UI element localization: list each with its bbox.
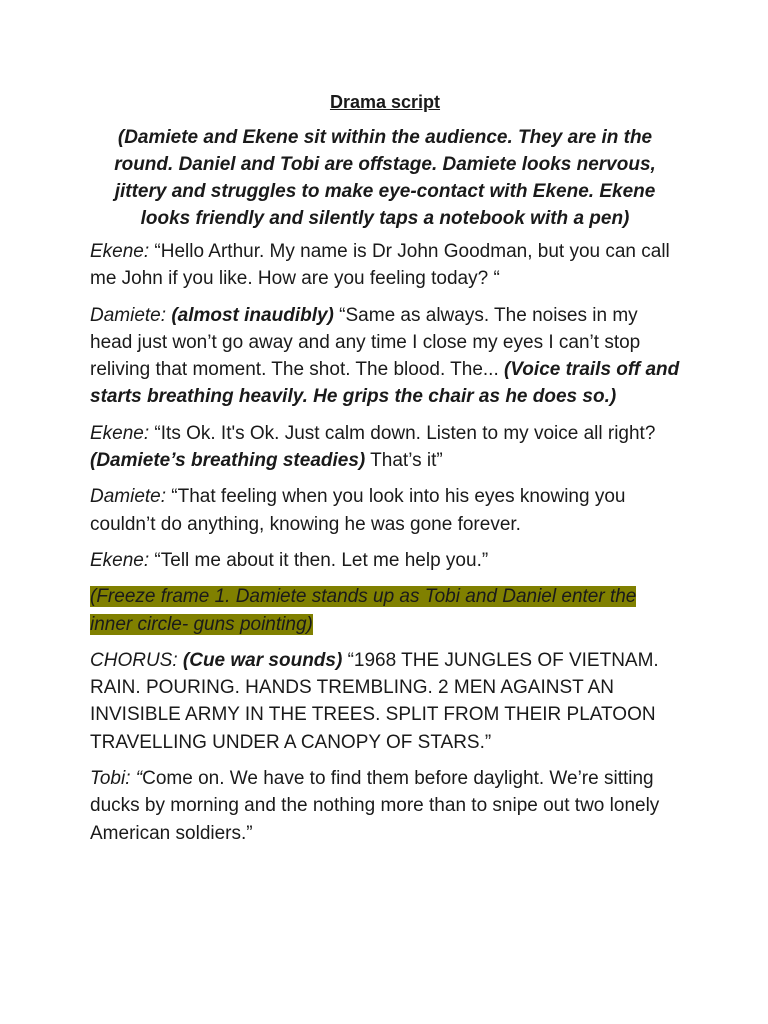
speaker-label: CHORUS: <box>90 649 178 671</box>
dialogue-text: That’s it” <box>365 450 443 472</box>
speaker-label: Damiete: <box>90 304 167 326</box>
speaker-label: Damiete: <box>90 486 167 508</box>
stage-direction: (Damiete’s breathing steadies) <box>90 450 366 472</box>
stage-direction: (Voice trails off and starts breathing heavily. He grips the chair as he does so.) <box>90 359 680 408</box>
speaker-label: Tobi: “ <box>90 768 143 790</box>
speaker-label: Ekene: <box>90 422 150 444</box>
dialogue-chorus <box>90 647 680 756</box>
dialogue-text: “1968 THE JUNGLES OF VIETNAM. RAIN. POURING. HANDS TREMBLING. 2 MEN AGAINST AN INVISIBLE ARMY IN THE TREES. SPLIT FROM THEIR PLATOON TRAVELLING UNDER A CANOPY OF STARS.” <box>90 649 659 753</box>
dialogue-damiete-2 <box>90 483 680 538</box>
dialogue-text: “That feeling when you look into his eyes knowing you couldn’t do anything, knowing he was gone forever. <box>90 486 626 535</box>
dialogue-text: “Hello Arthur. My name is Dr John Goodman, but you can call me John if you like. How are you feeling today? “ <box>90 241 670 290</box>
page-title: Drama script <box>329 92 441 112</box>
script-page <box>90 88 680 856</box>
stage-direction: (Cue war sounds) <box>182 649 343 671</box>
speaker-label: Ekene: <box>90 549 150 571</box>
dialogue-text: “Its Ok. It's Ok. Just calm down. Listen to my voice all right? <box>149 422 656 444</box>
freeze-frame-direction <box>90 583 680 638</box>
highlighted-text: (Freeze frame 1. Damiete stands up as Tobi and Daniel enter the inner circle- guns pointing) <box>90 586 637 635</box>
dialogue-tobi <box>90 765 680 847</box>
dialogue-ekene-1 <box>90 238 680 293</box>
dialogue-damiete-1 <box>90 302 680 411</box>
dialogue-ekene-3 <box>90 547 680 574</box>
dialogue-text: “Tell me about it then. Let me help you.” <box>149 549 489 571</box>
dialogue-ekene-2 <box>90 420 680 475</box>
dialogue-text: Come on. We have to find them before daylight. We’re sitting ducks by morning and the nothing more than to snipe out two lonely American soldiers.” <box>90 768 660 844</box>
speaker-label: Ekene: <box>90 241 150 262</box>
dialogue-text: “Same as always. The noises in my head just won’t go away and any time I close my eyes I can’t stop reliving that moment. The shot. The blood. The... <box>90 304 641 381</box>
stage-direction: (almost inaudibly) <box>171 304 334 326</box>
opening-stage-direction: (Damiete and Ekene sit within the audience. They are in the round. Daniel and Tobi are offstage. Damiete looks nervous, jittery and struggles to make eye-contact with Ekene. Ekene looks friendly and silently taps a notebook with a pen) <box>114 127 656 229</box>
